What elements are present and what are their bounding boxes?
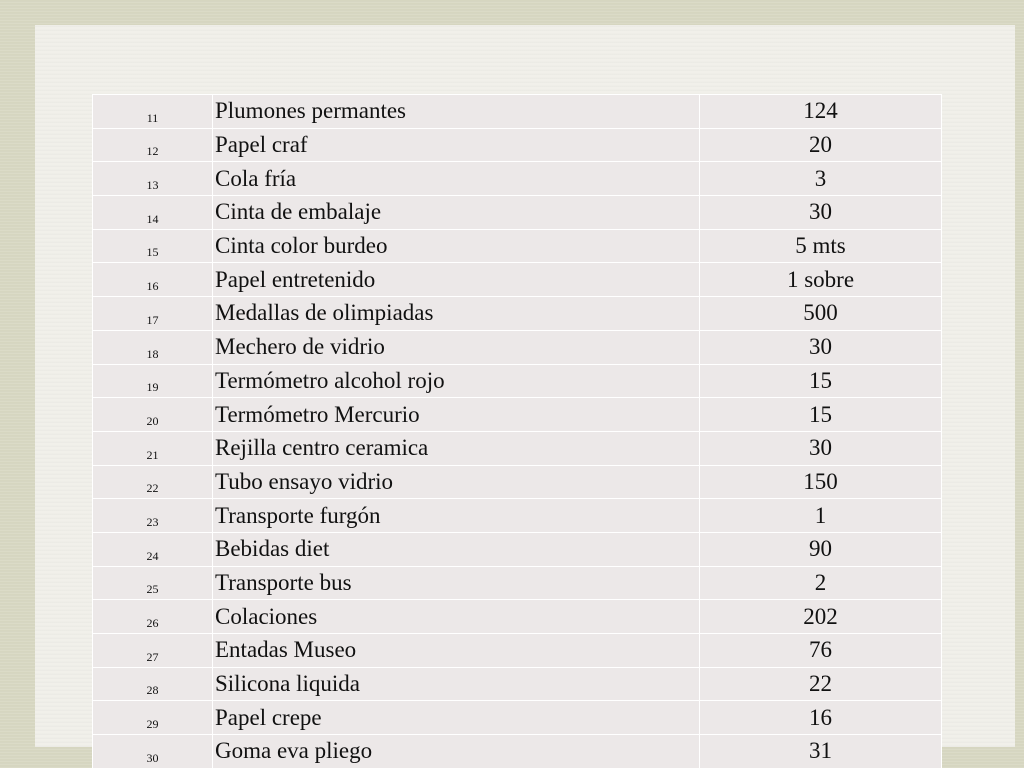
item-quantity: 30 <box>700 330 942 364</box>
item-name: Termómetro Mercurio <box>213 398 700 432</box>
row-number: 23 <box>93 499 213 533</box>
item-quantity: 500 <box>700 297 942 331</box>
item-name: Mechero de vidrio <box>213 330 700 364</box>
item-name: Colaciones <box>213 600 700 634</box>
table-row <box>93 196 942 230</box>
item-name: Rejilla centro ceramica <box>213 431 700 465</box>
row-number: 17 <box>93 297 213 331</box>
table-row <box>93 499 942 533</box>
item-name: Cola fría <box>213 162 700 196</box>
item-name: Plumones permantes <box>213 95 700 129</box>
row-number: 15 <box>93 229 213 263</box>
table-row <box>93 330 942 364</box>
row-number: 27 <box>93 634 213 668</box>
table-row <box>93 600 942 634</box>
item-quantity: 150 <box>700 465 942 499</box>
item-name: Bebidas diet <box>213 532 700 566</box>
item-name: Transporte furgón <box>213 499 700 533</box>
row-number: 13 <box>93 162 213 196</box>
item-quantity: 76 <box>700 634 942 668</box>
table-row <box>93 465 942 499</box>
row-number: 11 <box>93 95 213 129</box>
item-name: Medallas de olimpiadas <box>213 297 700 331</box>
item-name: Cinta de embalaje <box>213 196 700 230</box>
item-name: Goma eva pliego <box>213 735 700 768</box>
item-quantity: 15 <box>700 398 942 432</box>
item-name: Papel craf <box>213 128 700 162</box>
item-quantity: 31 <box>700 735 942 768</box>
row-number: 29 <box>93 701 213 735</box>
item-quantity: 20 <box>700 128 942 162</box>
table-row <box>93 667 942 701</box>
item-quantity: 15 <box>700 364 942 398</box>
item-quantity: 22 <box>700 667 942 701</box>
supplies-table <box>92 94 942 768</box>
row-number: 16 <box>93 263 213 297</box>
table-row <box>93 532 942 566</box>
row-number: 20 <box>93 398 213 432</box>
item-quantity: 2 <box>700 566 942 600</box>
row-number: 21 <box>93 431 213 465</box>
table-row <box>93 364 942 398</box>
slide <box>35 25 1015 765</box>
row-number: 14 <box>93 196 213 230</box>
item-name: Silicona liquida <box>213 667 700 701</box>
item-name: Papel crepe <box>213 701 700 735</box>
item-quantity: 1 <box>700 499 942 533</box>
table-row <box>93 263 942 297</box>
item-quantity: 3 <box>700 162 942 196</box>
table-row <box>93 431 942 465</box>
supplies-table-body <box>93 95 942 768</box>
table-row <box>93 297 942 331</box>
item-name: Cinta color burdeo <box>213 229 700 263</box>
table-row <box>93 229 942 263</box>
table-row <box>93 634 942 668</box>
table-row <box>93 735 942 768</box>
item-quantity: 30 <box>700 196 942 230</box>
item-name: Entadas Museo <box>213 634 700 668</box>
item-quantity: 202 <box>700 600 942 634</box>
table-row <box>93 398 942 432</box>
item-quantity: 16 <box>700 701 942 735</box>
row-number: 19 <box>93 364 213 398</box>
item-quantity: 90 <box>700 532 942 566</box>
item-quantity: 124 <box>700 95 942 129</box>
row-number: 22 <box>93 465 213 499</box>
row-number: 30 <box>93 735 213 768</box>
table-row <box>93 162 942 196</box>
item-name: Tubo ensayo vidrio <box>213 465 700 499</box>
table-row <box>93 95 942 129</box>
item-quantity: 30 <box>700 431 942 465</box>
row-number: 28 <box>93 667 213 701</box>
table-row <box>93 128 942 162</box>
item-quantity: 1 sobre <box>700 263 942 297</box>
row-number: 25 <box>93 566 213 600</box>
item-name: Termómetro alcohol rojo <box>213 364 700 398</box>
item-quantity: 5 mts <box>700 229 942 263</box>
table-row <box>93 566 942 600</box>
row-number: 18 <box>93 330 213 364</box>
item-name: Transporte bus <box>213 566 700 600</box>
table-row <box>93 701 942 735</box>
row-number: 12 <box>93 128 213 162</box>
row-number: 26 <box>93 600 213 634</box>
row-number: 24 <box>93 532 213 566</box>
item-name: Papel entretenido <box>213 263 700 297</box>
